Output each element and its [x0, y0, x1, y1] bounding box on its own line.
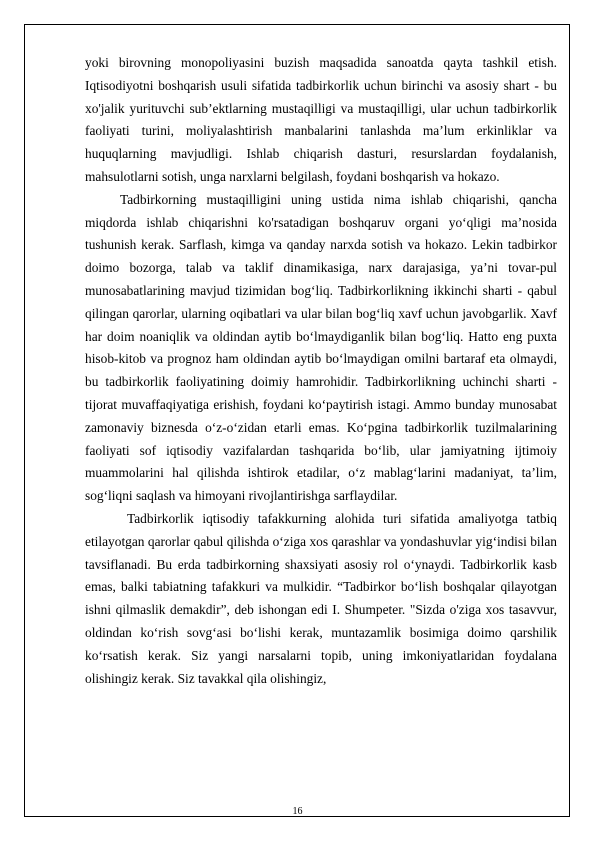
- paragraph-1: yoki birovning monopoliyasini buzish maqsadida sanoatda qayta tashkil etish. Iqtisodiyotni boshqarish usuli sifatida tadbirkorlik uchun birinchi va asosiy shart - bu xo'jalik yurituvchi sub’ektlarning mustaqilligi va mustaqilligi, ular uchun tadbirkorlik faoliyati turini, moliyalashtirish manbalarini tanlashda ma’lum erkinliklar va huquqlarning mavjudligi. Ishlab chiqarish dasturi, resurslardan foydalanish, mahsulotlarni sotish, unga narxlarni belgilash, foydani boshqarish va hokazo.: [85, 55, 557, 184]
- document-body: [85, 52, 557, 690]
- paragraph-2: Tadbirkorning mustaqilligini uning ustida nima ishlab chiqarishi, qancha miqdorda ishlab chiqarishni ko'rsatadigan boshqaruv organi yo‘qligi ma’nosida tushunish kerak. Sarflash, kimga va qanday narxda sotish va hokazo. Lekin tadbirkor doimo bozorga, talab va taklif dinamikasiga, narx darajasiga, ya’ni tovar-pul munosabatlarining mavjud tizimidan bog‘liq. Tadbirkorlikning ikkinchi sharti - qabul qilingan qarorlar, ularning oqibatlari va ular bilan bog‘liq xavf uchun javobgarlik. Xavf har doim noaniqlik va oldindan aytib bo‘lmaydiganlik bilan bog‘liq. Hatto eng puxta hisob-kitob va prognoz ham oldindan aytib bo‘lmaydigan omilni bartaraf eta olmaydi, bu tadbirkorlik faoliyatining doimiy hamrohidir. Tadbirkorlikning uchinchi sharti - tijorat muvaffaqiyatiga erishish, foydani ko‘paytirish istagi. Ammo bunday munosabat zamonaviy biznesda o‘z-o‘zidan etarli emas. Ko‘pgina tadbirkorlik tuzilmalarining faoliyati sof iqtisodiy vazifalardan tashqarida bo‘lib, ular jamiyatning ijtimoiy muammolarini hal qilishda ishtirok etadilar, o‘z mablag‘larini madaniyat, ta’lim, sog‘liqni saqlash va himoyani rivojlantirishga sarflaydilar.: [85, 191, 557, 504]
- page-number: 16: [292, 806, 303, 817]
- paragraph-3: Tadbirkorlik iqtisodiy tafakkurning alohida turi sifatida amaliyotga tatbiq etilayotgan qarorlar qabul qilishda o‘ziga xos qarashlar va yondashuvlar yig‘indisi bilan tavsiflanadi. Bu erda tadbirkorning shaxsiyati asosiy rol o‘ynaydi. Tadbirkorlik kasb emas, balki tabiatning tafakkuri va mulkidir. “Tadbirkor bo‘lish boshqalar qilayotgan ishni qilmaslik demakdir”, deb ishongan edi I. Shumpeter. "Sizda o'ziga xos tasavvur, oldindan ko‘rish sovg‘asi bo‘lishi kerak, muntazamlik bosimiga doimo qarshilik ko‘rsatish kerak. Siz yangi narsalarni topib, uning imkoniyatlaridan foydalana olishingiz kerak. Siz tavakkal qila olishingiz,: [85, 510, 557, 686]
